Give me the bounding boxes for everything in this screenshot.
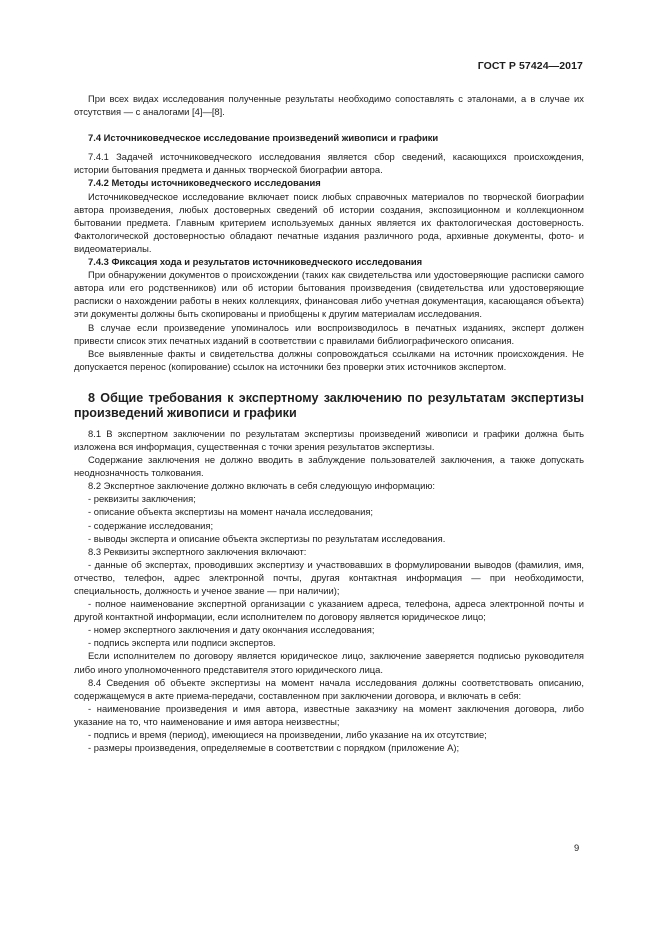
document-code: ГОСТ Р 57424—2017	[477, 60, 583, 72]
paragraph: При обнаружении документов о происхождении (таких как свидетельства или удостоверяющие расписки самого автора или его родственников) или об истории бытования произведения (свидетельства или удостоверяющие расписки о нахождении работы в неких коллекциях, финансовая либо учетная документация, касающаяся объекта) эти документы должны быть скопированы и приобщены к другим материалам исследования.	[74, 269, 584, 320]
chapter-heading: 8 Общие требования к экспертному заключению по результатам экспертизы произведений живописи и графики	[74, 390, 584, 421]
paragraph: 7.4.1 Задачей источниковедческого исследования является сбор сведений, касающихся происхождения, истории бытования предмета и данных творческой биографии автора.	[74, 151, 584, 176]
page-number: 9	[574, 842, 580, 853]
list-item: - полное наименование экспертной организации с указанием адреса, телефона, адреса электронной почты и другой контактной информации, если исполнителем по договору является юридическое лицо;	[74, 598, 584, 623]
paragraph: Если исполнителем по договору является юридическое лицо, заключение заверяется подписью руководителя либо иного уполномоченного представителя этого юридического лица.	[74, 650, 584, 675]
list-item: - подпись эксперта или подписи экспертов.	[88, 637, 276, 649]
list-item: - данные об экспертах, проводивших экспертизу и участвовавших в формулировании выводов (фамилия, имя, отчество, телефон, адрес электронной почты, другая контактная информация — при необходимости, специальность, должность и ученое звание — при наличии);	[74, 558, 584, 596]
paragraph: 8.1 В экспертном заключении по результатам экспертизы произведений живописи и графики должна быть изложена вся информация, существенная с точки зрения результатов экспертизы.	[74, 427, 584, 452]
paragraph: В случае если произведение упоминалось или воспроизводилось в печатных изданиях, эксперт должен привести список этих печатных изданий в соответствии с правилами библиографического описания.	[74, 321, 584, 346]
list-item: - подпись и время (период), имеющиеся на произведении, либо указание на их отсутствие;	[88, 729, 487, 741]
document-body	[74, 92, 584, 754]
list-item: - номер экспертного заключения и дату окончания исследования;	[88, 624, 375, 636]
subsection-heading: 7.4.3 Фиксация хода и результатов источниковедческого исследования	[88, 256, 423, 268]
subsection-heading: 7.4.2 Методы источниковедческого исследования	[88, 177, 321, 189]
list-item: - выводы эксперта и описание объекта экспертизы по результатам исследования.	[88, 532, 446, 544]
list-item: - описание объекта экспертизы на момент начала исследования;	[88, 506, 374, 518]
paragraph: Содержание заключения не должно вводить в заблуждение пользователей заключения, а также допускать неоднозначность толкования.	[74, 454, 584, 479]
paragraph: 8.2 Экспертное заключение должно включать в себя следующую информацию:	[88, 480, 435, 492]
list-item: - размеры произведения, определяемые в соответствии с порядком (приложение А);	[88, 742, 460, 754]
list-item: - содержание исследования;	[88, 519, 214, 531]
section-heading: 7.4 Источниковедческое исследование произведений живописи и графики	[88, 132, 439, 144]
paragraph: Источниковедческое исследование включает поиск любых справочных материалов по творческой биографии автора произведения, любых достоверных сведений об истории создания, экспозиционном и коллекционном бытовании предмета. Главным критерием используемых данных является их фактологическая достоверность. Фактологической достоверностью обладают печатные издания различного рода, архивные документы, фото- и видеоматериалы.	[74, 190, 584, 254]
list-item: - наименование произведения и имя автора, известные заказчику на момент заключения договора, либо указание на то, что наименование и имя автора неизвестны;	[74, 702, 584, 727]
paragraph: Все выявленные факты и свидетельства должны сопровождаться ссылками на источник происхождения. Не допускается перенос (копирование) ссылок на источники без проверки этих источников экспертом.	[74, 347, 584, 372]
paragraph: 8.4 Сведения об объекте экспертизы на момент начала исследования должны соответствовать описанию, содержащемуся в акте приема-передачи, составленном при заключении договора, и включать в себя:	[74, 676, 584, 701]
list-item: - реквизиты заключения;	[88, 493, 196, 505]
paragraph: При всех видах исследования полученные результаты необходимо сопоставлять с эталонами, а в случае их отсутствия — с аналогами [4]—[8].	[74, 93, 584, 118]
paragraph: 8.3 Реквизиты экспертного заключения включают:	[88, 545, 307, 557]
